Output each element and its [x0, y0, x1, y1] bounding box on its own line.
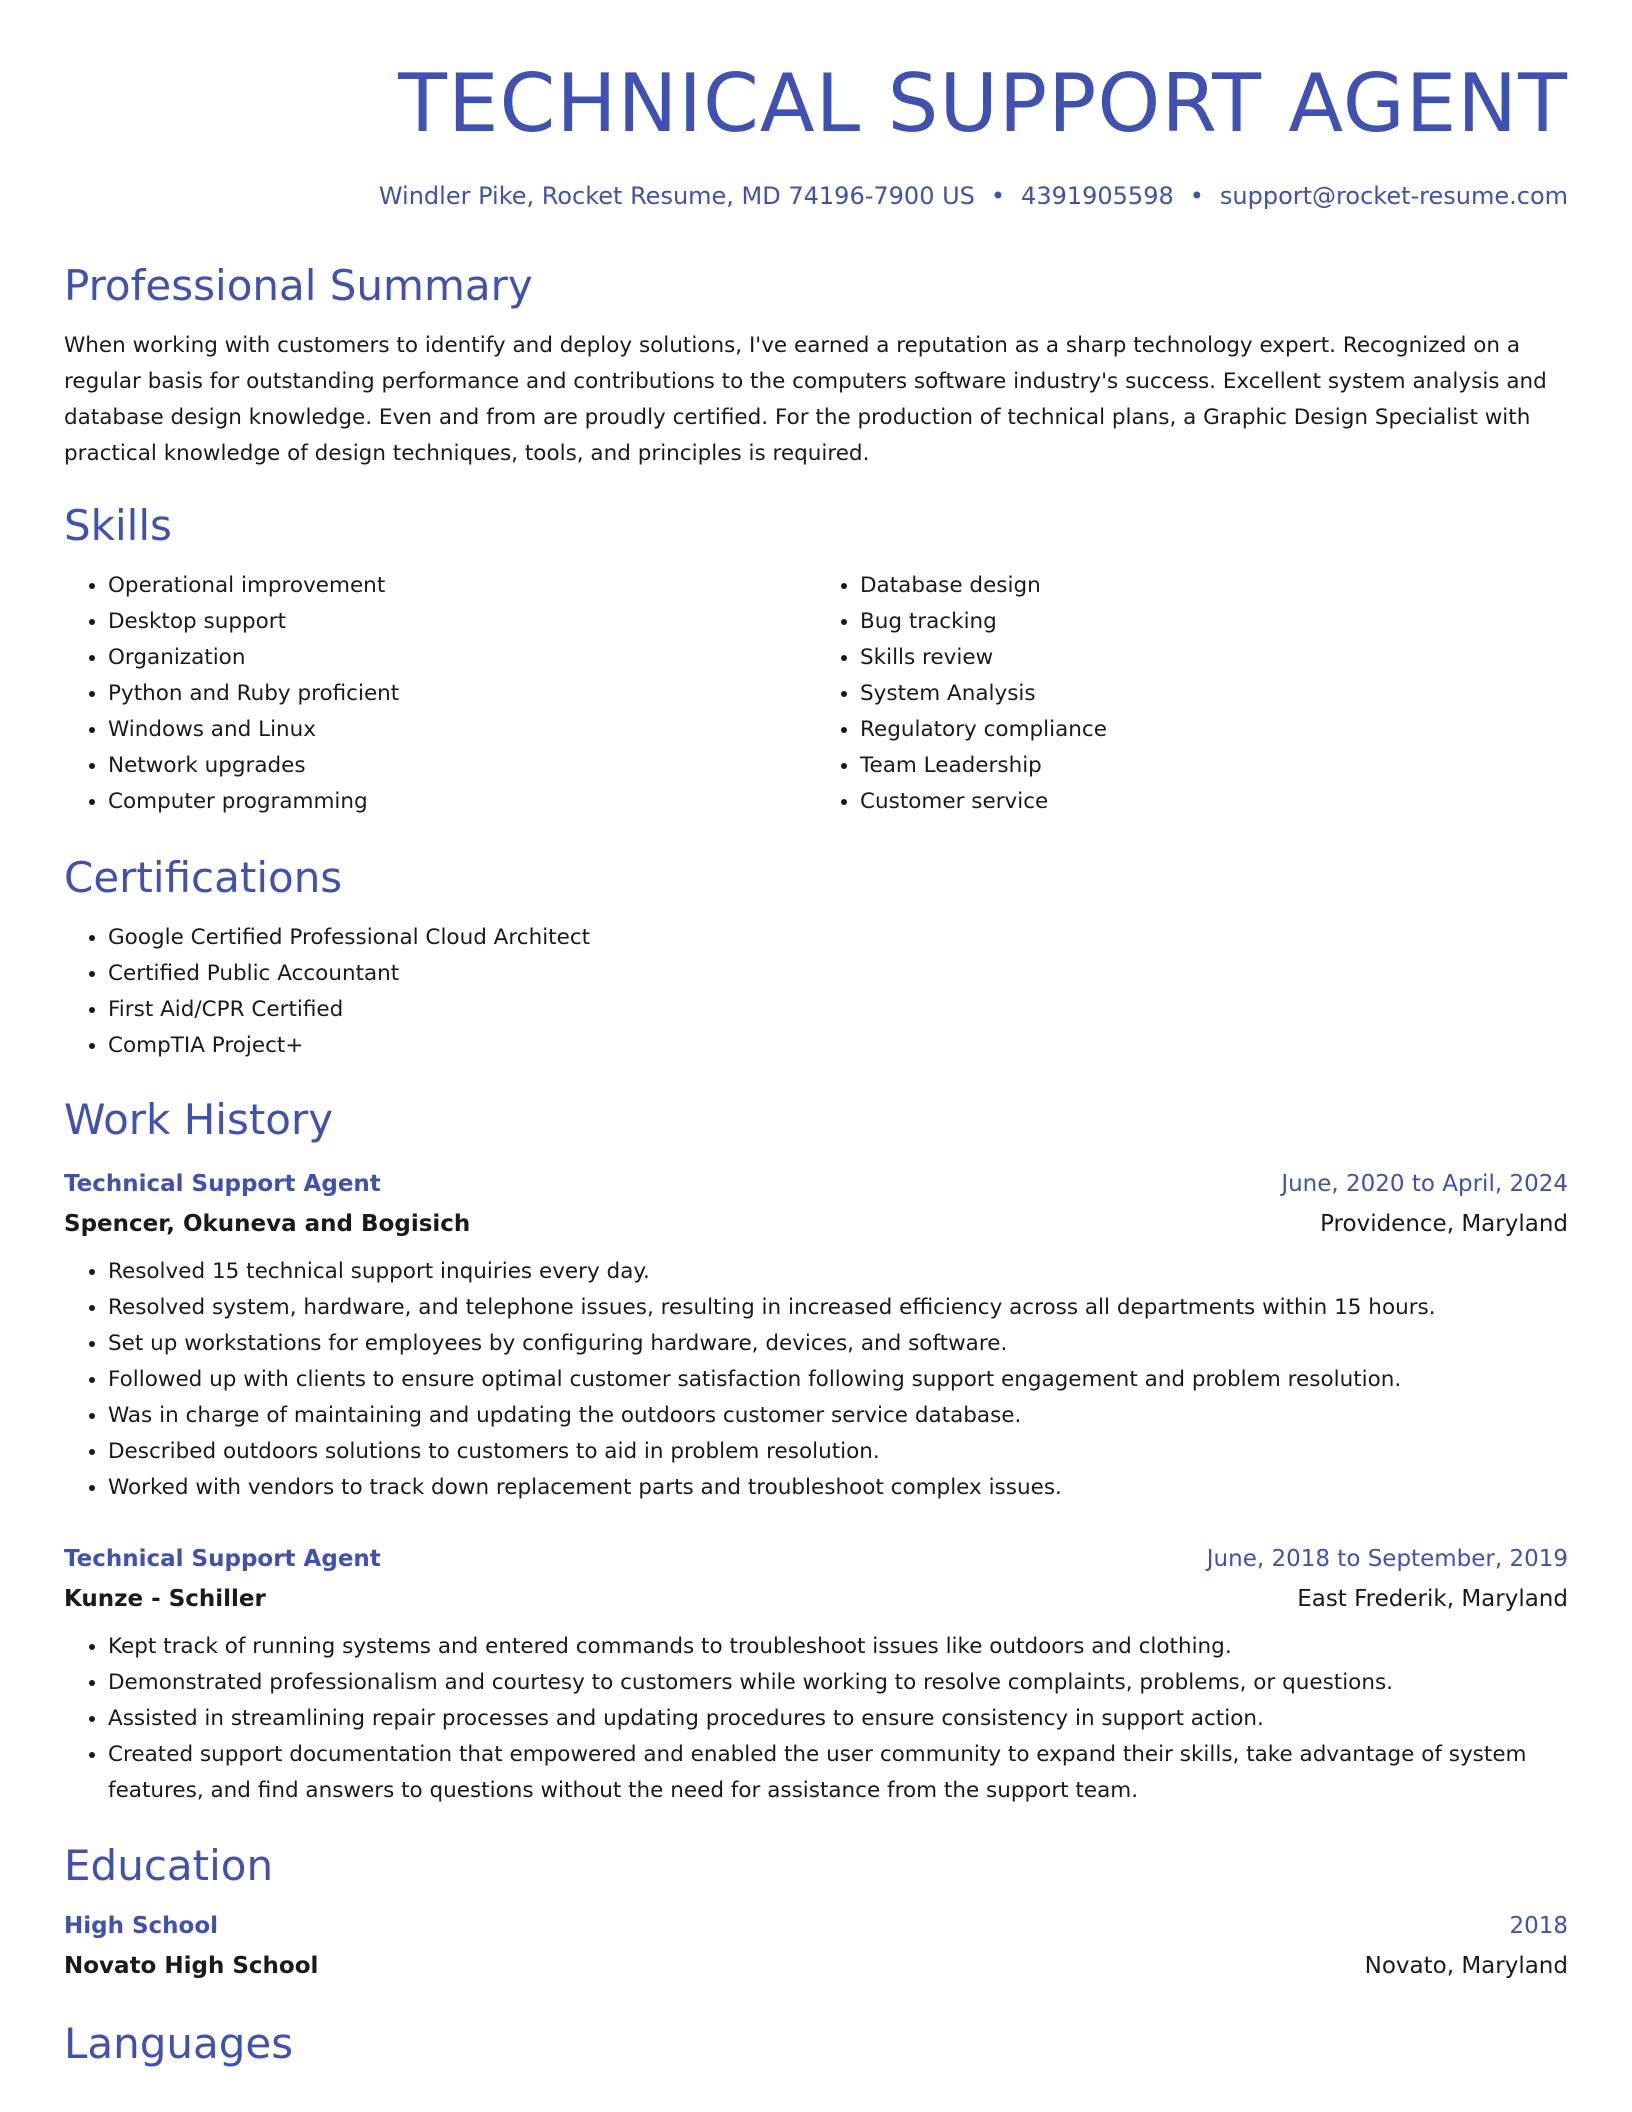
education-heading: Education [64, 1841, 274, 1890]
certifications-section [64, 850, 1568, 1064]
job-bullet: • Resolved 15 technical support inquiries every day. [108, 1254, 1568, 1290]
job-bullet: • Described outdoors solutions to customers to aid in problem resolution. [108, 1434, 1568, 1470]
job-entry [64, 1539, 1568, 1809]
certification-item: • First Aid/CPR Certified [108, 992, 1568, 1028]
education-location: Novato, Maryland [1364, 1953, 1568, 1979]
job-dates: June, 2018 to September, 2019 [1206, 1546, 1568, 1572]
education-year: 2018 [1509, 1913, 1568, 1939]
work-history-section [64, 1092, 1568, 1148]
job-dates: June, 2020 to April, 2024 [1281, 1171, 1568, 1197]
job-entry [64, 1164, 1568, 1506]
resume-title: TECHNICAL SUPPORT AGENT [398, 57, 1568, 150]
education-school: Novato High School [64, 1953, 319, 1979]
contact-phone: 4391905598 [1021, 182, 1174, 210]
job-bullet: • Set up workstations for employees by configuring hardware, devices, and software. [108, 1326, 1568, 1362]
skills-grid [64, 568, 1568, 820]
education-section [64, 1838, 1568, 1986]
job-bullet: • Followed up with clients to ensure optimal customer satisfaction following support engagement and problem resolution. [108, 1362, 1568, 1398]
job-location: Providence, Maryland [1320, 1211, 1568, 1237]
skill-item: • Regulatory compliance [860, 712, 1568, 748]
summary-heading: Professional Summary [64, 261, 533, 310]
contact-separator: • [990, 182, 1006, 210]
skills-section [64, 498, 1568, 820]
job-bullet: • Assisted in streamlining repair processes and updating procedures to ensure consistency in support action. [108, 1701, 1568, 1737]
job-bullet: • Worked with vendors to track down replacement parts and troubleshoot complex issues. [108, 1470, 1568, 1506]
contact-address: Windler Pike, Rocket Resume, MD 74196-7900 US [378, 182, 975, 210]
skills-heading: Skills [64, 501, 172, 550]
job-bullet: • Kept track of running systems and entered commands to troubleshoot issues like outdoors and clothing. [108, 1629, 1568, 1665]
job-title: Technical Support Agent [64, 1171, 381, 1197]
skill-item: • Python and Ruby proficient [108, 676, 816, 712]
job-location: East Frederik, Maryland [1297, 1586, 1568, 1612]
education-degree: High School [64, 1913, 219, 1939]
summary-text: When working with customers to identify and deploy solutions, I've earned a reputation as a sharp technology expert. Recognized on a regular basis for outstanding performance and contributions to the computers software industry's success. Excellent system analysis and database design knowledge. Even and from are proudly certified. For the production of technical plans, a Graphic Design Specialist with practical knowledge of design techniques, tools, and principles is required. [64, 333, 1547, 466]
contact-email: support@rocket-resume.com [1219, 182, 1568, 210]
certifications-heading: Certifications [64, 853, 343, 902]
contact-separator: • [1189, 182, 1204, 210]
certification-item: • Certified Public Accountant [108, 956, 1568, 992]
certification-item: • CompTIA Project+ [108, 1028, 1568, 1064]
skill-item: • Computer programming [108, 784, 816, 820]
skills-column-right [816, 568, 1568, 820]
skill-item: • Customer service [860, 784, 1568, 820]
contact-line [64, 180, 1568, 212]
summary-section [64, 258, 1568, 472]
job-bullet: • Was in charge of maintaining and updating the outdoors customer service database. [108, 1398, 1568, 1434]
skill-item: • Organization [108, 640, 816, 676]
languages-section [64, 2016, 1568, 2072]
languages-heading: Languages [64, 2019, 294, 2068]
skill-item: • Windows and Linux [108, 712, 816, 748]
certification-item: • Google Certified Professional Cloud Architect [108, 920, 1568, 956]
skill-item: • Database design [860, 568, 1568, 604]
skill-item: • Bug tracking [860, 604, 1568, 640]
job-bullet: • Created support documentation that empowered and enabled the user community to expand their skills, take advantage of system features, and find answers to questions without the need for assistance from the support team. [108, 1737, 1568, 1809]
skill-item: • Operational improvement [108, 568, 816, 604]
skill-item: • Desktop support [108, 604, 816, 640]
skill-item: • Team Leadership [860, 748, 1568, 784]
skill-item: • Skills review [860, 640, 1568, 676]
skill-item: • Network upgrades [108, 748, 816, 784]
job-company: Kunze - Schiller [64, 1586, 266, 1612]
skill-item: • System Analysis [860, 676, 1568, 712]
job-title: Technical Support Agent [64, 1546, 381, 1572]
job-bullet: • Demonstrated professionalism and courtesy to customers while working to resolve complaints, problems, or questions. [108, 1665, 1568, 1701]
job-company: Spencer, Okuneva and Bogisich [64, 1211, 471, 1237]
work-history-heading: Work History [64, 1095, 334, 1144]
skills-column-left [64, 568, 816, 820]
job-bullet: • Resolved system, hardware, and telephone issues, resulting in increased efficiency across all departments within 15 hours. [108, 1290, 1568, 1326]
